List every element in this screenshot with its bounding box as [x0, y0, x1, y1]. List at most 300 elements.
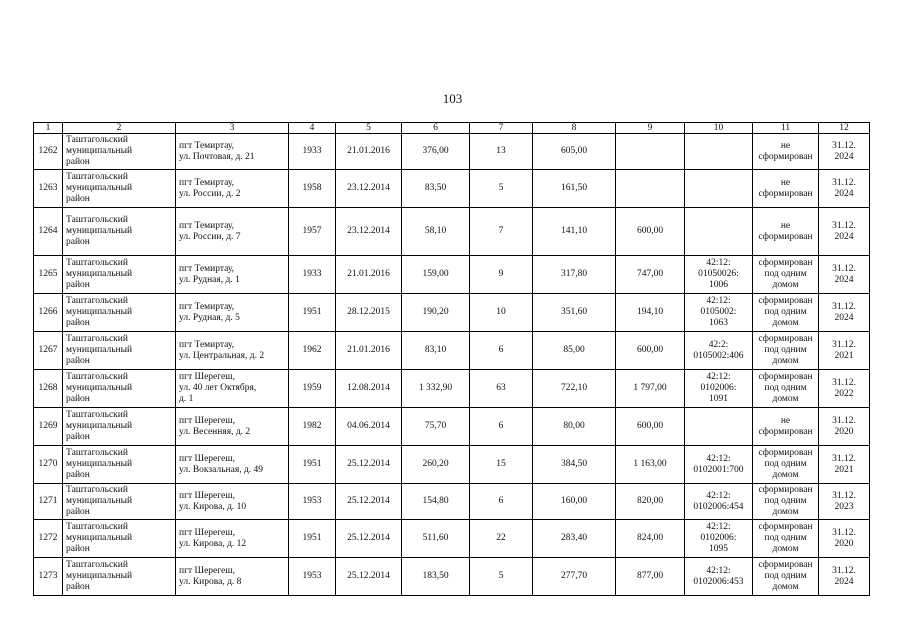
- cell-line: район: [66, 237, 90, 247]
- residents-cell: 6: [470, 332, 533, 370]
- cell-line: пгт Шерегеш,: [179, 565, 235, 576]
- status-cell: [753, 170, 819, 208]
- year-cell: 1953: [289, 484, 336, 520]
- date-cell: 28.12.2015: [336, 294, 402, 332]
- table-row: [34, 294, 870, 332]
- cell-line: домом: [772, 507, 799, 517]
- deadline-cell: [819, 332, 870, 370]
- column-number-2: 2: [63, 123, 176, 134]
- year-cell: 1933: [289, 134, 336, 170]
- cell-line: муниципальный: [66, 146, 133, 156]
- table-row: [34, 134, 870, 170]
- cell-line: не: [780, 220, 791, 231]
- land-area-cell: [616, 170, 685, 208]
- cell-line: муниципальный: [66, 459, 133, 469]
- housing-registry-table: [33, 122, 870, 596]
- address-cell: [176, 446, 289, 484]
- municipality-cell: [63, 332, 176, 370]
- table-row: [34, 170, 870, 208]
- cell-line: 1063: [709, 318, 728, 328]
- cell-line: пгт Темиртау,: [179, 177, 235, 188]
- deadline-cell: [819, 134, 870, 170]
- cell-line: муниципальный: [66, 533, 133, 543]
- cell-line: не: [780, 415, 791, 426]
- status-cell: [753, 294, 819, 332]
- cell-line: ул. Кирова, д. 12: [179, 538, 247, 549]
- land-area-cell: 1 797,00: [616, 370, 685, 408]
- table-row: [34, 446, 870, 484]
- cadastral-number-cell: [685, 520, 753, 558]
- year-cell: 1953: [289, 558, 336, 596]
- address-cell: [176, 134, 289, 170]
- row-number-cell: 1269: [34, 408, 63, 446]
- table-row: [34, 208, 870, 256]
- cell-line: муниципальный: [66, 383, 133, 393]
- year-cell: 1951: [289, 520, 336, 558]
- cell-line: сформирован: [758, 231, 813, 242]
- cell-line: Таштагольский: [66, 485, 128, 495]
- cell-line: 42:12:: [706, 565, 731, 576]
- cadastral-number-cell: [685, 408, 753, 446]
- cell-line: пгт Шерегеш,: [179, 527, 235, 538]
- cell-line: пгт Темиртау,: [179, 301, 235, 312]
- residents-cell: 63: [470, 370, 533, 408]
- cell-line: 31.12.: [832, 339, 856, 350]
- column-number-3: 3: [176, 123, 289, 134]
- cell-line: 2024: [834, 576, 854, 587]
- land-area-cell: 194,10: [616, 294, 685, 332]
- cell-line: Таштагольский: [66, 448, 128, 458]
- status-cell: [753, 370, 819, 408]
- cell-line: д. 1: [179, 394, 194, 404]
- row-number-cell: 1266: [34, 294, 63, 332]
- table-row: [34, 370, 870, 408]
- cell-line: Таштагольский: [66, 334, 128, 344]
- cell-line: под одним: [764, 345, 807, 355]
- cadastral-number-cell: [685, 170, 753, 208]
- column-number-4: 4: [289, 123, 336, 134]
- year-cell: 1957: [289, 208, 336, 256]
- column-number-8: 8: [533, 123, 616, 134]
- cell-line: 0102006:453: [693, 576, 744, 587]
- year-cell: 1958: [289, 170, 336, 208]
- year-cell: 1951: [289, 294, 336, 332]
- cell-line: сформирован: [758, 258, 813, 268]
- cell-line: пгт Темиртау,: [179, 220, 235, 231]
- cadastral-number-cell: [685, 446, 753, 484]
- cell-line: район: [66, 157, 90, 167]
- cell-line: пгт Темиртау,: [179, 339, 235, 350]
- status-cell: [753, 520, 819, 558]
- cell-line: ул. Центральная, д. 2: [179, 350, 265, 361]
- area-cell: 75,70: [402, 408, 470, 446]
- cell-line: 42:12:: [706, 296, 731, 306]
- land-area-cell: 824,00: [616, 520, 685, 558]
- address-cell: [176, 484, 289, 520]
- page-number: 103: [442, 91, 463, 106]
- land-area-cell: 600,00: [616, 408, 685, 446]
- cell-line: 2021: [834, 350, 854, 361]
- cell-line: пгт Темиртау,: [179, 140, 235, 151]
- cadastral-number-cell: [685, 332, 753, 370]
- cell-line: 2024: [834, 151, 854, 162]
- cell-line: Таштагольский: [66, 410, 128, 420]
- cell-line: муниципальный: [66, 307, 133, 317]
- cell-line: ул. 40 лет Октября,: [179, 383, 257, 393]
- date-cell: 25.12.2014: [336, 558, 402, 596]
- value-cell: 141,10: [533, 208, 616, 256]
- cell-line: сформирован: [758, 448, 813, 458]
- cell-line: район: [66, 280, 90, 290]
- year-cell: 1933: [289, 256, 336, 294]
- address-cell: [176, 294, 289, 332]
- residents-cell: 9: [470, 256, 533, 294]
- row-number-cell: 1262: [34, 134, 63, 170]
- deadline-cell: [819, 370, 870, 408]
- cell-line: 2021: [834, 464, 854, 475]
- cell-line: не: [780, 177, 791, 188]
- municipality-cell: [63, 484, 176, 520]
- cell-line: район: [66, 318, 90, 328]
- row-number-cell: 1272: [34, 520, 63, 558]
- cell-line: район: [66, 470, 90, 480]
- table-row: [34, 332, 870, 370]
- cell-line: 31.12.: [832, 301, 856, 312]
- municipality-cell: [63, 558, 176, 596]
- year-cell: 1959: [289, 370, 336, 408]
- land-area-cell: 600,00: [616, 332, 685, 370]
- cell-line: 0102006:: [700, 383, 737, 393]
- municipality-cell: [63, 520, 176, 558]
- cell-line: 31.12.: [832, 177, 856, 188]
- cell-line: муниципальный: [66, 226, 133, 236]
- residents-cell: 6: [470, 408, 533, 446]
- residents-cell: 10: [470, 294, 533, 332]
- cell-line: сформирован: [758, 151, 813, 162]
- land-area-cell: 877,00: [616, 558, 685, 596]
- column-number-9: 9: [616, 123, 685, 134]
- date-cell: 21.01.2016: [336, 134, 402, 170]
- municipality-cell: [63, 294, 176, 332]
- residents-cell: 22: [470, 520, 533, 558]
- municipality-cell: [63, 208, 176, 256]
- table-row: [34, 558, 870, 596]
- deadline-cell: [819, 294, 870, 332]
- table-row: [34, 484, 870, 520]
- table-row: [34, 520, 870, 558]
- cell-line: Таштагольский: [66, 172, 128, 182]
- area-cell: 83,10: [402, 332, 470, 370]
- cadastral-number-cell: [685, 558, 753, 596]
- cell-line: под одним: [764, 496, 807, 506]
- land-area-cell: 600,00: [616, 208, 685, 256]
- cell-line: муниципальный: [66, 345, 133, 355]
- cell-line: 42:12:: [706, 490, 731, 501]
- address-cell: [176, 332, 289, 370]
- row-number-cell: 1263: [34, 170, 63, 208]
- status-cell: [753, 408, 819, 446]
- cell-line: под одним: [764, 533, 807, 543]
- cell-line: 42:12:: [706, 258, 731, 268]
- row-number-cell: 1268: [34, 370, 63, 408]
- cell-line: домом: [772, 280, 799, 290]
- cell-line: муниципальный: [66, 183, 133, 193]
- column-number-header-row: [34, 123, 870, 134]
- cell-line: Таштагольский: [66, 258, 128, 268]
- address-cell: [176, 520, 289, 558]
- cell-line: ул. России, д. 2: [179, 188, 241, 199]
- residents-cell: 15: [470, 446, 533, 484]
- cell-line: не: [780, 140, 791, 151]
- cell-line: домом: [772, 318, 799, 328]
- cell-line: 2020: [834, 538, 854, 549]
- table-body: [34, 134, 870, 596]
- value-cell: 384,50: [533, 446, 616, 484]
- deadline-cell: [819, 520, 870, 558]
- cell-line: 1095: [709, 544, 728, 554]
- cell-line: под одним: [764, 459, 807, 469]
- table-row: [34, 256, 870, 294]
- cell-line: Таштагольский: [66, 135, 128, 145]
- cell-line: муниципальный: [66, 269, 133, 279]
- cell-line: под одним: [764, 269, 807, 279]
- cell-line: 1091: [709, 394, 728, 404]
- year-cell: 1982: [289, 408, 336, 446]
- cell-line: пгт Шерегеш,: [179, 415, 235, 426]
- residents-cell: 6: [470, 484, 533, 520]
- residents-cell: 7: [470, 208, 533, 256]
- date-cell: 23.12.2014: [336, 170, 402, 208]
- value-cell: 85,00: [533, 332, 616, 370]
- cell-line: район: [66, 356, 90, 366]
- cell-line: ул. Рудная, д. 1: [179, 274, 240, 285]
- date-cell: 21.01.2016: [336, 332, 402, 370]
- cell-line: сформирован: [758, 560, 813, 570]
- date-cell: 23.12.2014: [336, 208, 402, 256]
- cell-line: под одним: [764, 383, 807, 393]
- row-number-cell: 1273: [34, 558, 63, 596]
- cell-line: 2020: [834, 426, 854, 437]
- cell-line: район: [66, 507, 90, 517]
- address-cell: [176, 170, 289, 208]
- cadastral-number-cell: [685, 256, 753, 294]
- cell-line: 31.12.: [832, 377, 856, 388]
- cadastral-number-cell: [685, 208, 753, 256]
- cell-line: 31.12.: [832, 565, 856, 576]
- cell-line: 42:12:: [706, 453, 731, 464]
- municipality-cell: [63, 446, 176, 484]
- cell-line: 2022: [834, 388, 854, 399]
- column-number-10: 10: [685, 123, 753, 134]
- cell-line: 31.12.: [832, 220, 856, 231]
- deadline-cell: [819, 558, 870, 596]
- cell-line: пгт Шерегеш,: [179, 453, 235, 464]
- column-number-12: 12: [819, 123, 870, 134]
- land-area-cell: [616, 134, 685, 170]
- residents-cell: 5: [470, 558, 533, 596]
- municipality-cell: [63, 370, 176, 408]
- cell-line: муниципальный: [66, 421, 133, 431]
- value-cell: 351,60: [533, 294, 616, 332]
- cell-line: сформирован: [758, 426, 813, 437]
- cell-line: ул. Вокзальная, д. 49: [179, 464, 264, 475]
- cell-line: 31.12.: [832, 415, 856, 426]
- row-number-cell: 1264: [34, 208, 63, 256]
- cell-line: 2024: [834, 231, 854, 242]
- cell-line: сформирован: [758, 188, 813, 199]
- cell-line: сформирован: [758, 522, 813, 532]
- cell-line: 31.12.: [832, 263, 856, 274]
- cell-line: район: [66, 394, 90, 404]
- cell-line: 0102001:700: [693, 464, 744, 475]
- area-cell: 159,00: [402, 256, 470, 294]
- cell-line: 0105002:406: [693, 350, 744, 361]
- year-cell: 1962: [289, 332, 336, 370]
- row-number-cell: 1265: [34, 256, 63, 294]
- area-cell: 1 332,90: [402, 370, 470, 408]
- cell-line: муниципальный: [66, 571, 133, 581]
- cell-line: ул. Рудная, д. 5: [179, 312, 240, 323]
- cell-line: сформирован: [758, 296, 813, 306]
- area-cell: 83,50: [402, 170, 470, 208]
- land-area-cell: 747,00: [616, 256, 685, 294]
- cell-line: домом: [772, 356, 799, 366]
- cell-line: 31.12.: [832, 527, 856, 538]
- date-cell: 25.12.2014: [336, 520, 402, 558]
- column-number-1: 1: [34, 123, 63, 134]
- cell-line: под одним: [764, 307, 807, 317]
- value-cell: 161,50: [533, 170, 616, 208]
- column-number-7: 7: [470, 123, 533, 134]
- value-cell: 283,40: [533, 520, 616, 558]
- address-cell: [176, 208, 289, 256]
- cell-line: 2024: [834, 312, 854, 323]
- cell-line: пгт Темиртау,: [179, 263, 235, 274]
- municipality-cell: [63, 256, 176, 294]
- cell-line: 42:12:: [706, 372, 731, 382]
- cell-line: домом: [772, 394, 799, 404]
- cell-line: район: [66, 544, 90, 554]
- cell-line: Таштагольский: [66, 296, 128, 306]
- address-cell: [176, 370, 289, 408]
- cell-line: Таштагольский: [66, 560, 128, 570]
- cadastral-number-cell: [685, 134, 753, 170]
- municipality-cell: [63, 134, 176, 170]
- status-cell: [753, 484, 819, 520]
- year-cell: 1951: [289, 446, 336, 484]
- area-cell: 376,00: [402, 134, 470, 170]
- cell-line: ул. России, д. 7: [179, 231, 241, 242]
- cadastral-number-cell: [685, 484, 753, 520]
- table-row: [34, 408, 870, 446]
- address-cell: [176, 256, 289, 294]
- area-cell: 183,50: [402, 558, 470, 596]
- status-cell: [753, 208, 819, 256]
- cell-line: ул. Почтовая, д. 21: [179, 151, 255, 162]
- column-number-5: 5: [336, 123, 402, 134]
- cell-line: 31.12.: [832, 453, 856, 464]
- status-cell: [753, 446, 819, 484]
- status-cell: [753, 256, 819, 294]
- cell-line: 2023: [834, 501, 854, 512]
- date-cell: 12.08.2014: [336, 370, 402, 408]
- address-cell: [176, 558, 289, 596]
- deadline-cell: [819, 446, 870, 484]
- cell-line: район: [66, 194, 90, 204]
- value-cell: 317,80: [533, 256, 616, 294]
- area-cell: 58,10: [402, 208, 470, 256]
- cell-line: ул. Кирова, д. 8: [179, 576, 242, 587]
- status-cell: [753, 332, 819, 370]
- cell-line: 42:2:: [708, 339, 729, 350]
- cadastral-number-cell: [685, 370, 753, 408]
- cell-line: 31.12.: [832, 490, 856, 501]
- cell-line: 01050026:: [698, 269, 739, 279]
- value-cell: 160,00: [533, 484, 616, 520]
- deadline-cell: [819, 208, 870, 256]
- column-number-6: 6: [402, 123, 470, 134]
- cell-line: сформирован: [758, 334, 813, 344]
- date-cell: 25.12.2014: [336, 446, 402, 484]
- cell-line: 31.12.: [832, 140, 856, 151]
- cell-line: сформирован: [758, 372, 813, 382]
- deadline-cell: [819, 484, 870, 520]
- column-number-11: 11: [753, 123, 819, 134]
- value-cell: 605,00: [533, 134, 616, 170]
- cell-line: 2024: [834, 188, 854, 199]
- area-cell: 511,60: [402, 520, 470, 558]
- date-cell: 21.01.2016: [336, 256, 402, 294]
- address-cell: [176, 408, 289, 446]
- row-number-cell: 1271: [34, 484, 63, 520]
- deadline-cell: [819, 408, 870, 446]
- status-cell: [753, 134, 819, 170]
- municipality-cell: [63, 170, 176, 208]
- cell-line: ул. Кирова, д. 10: [179, 501, 247, 512]
- cell-line: 0105002:: [700, 307, 737, 317]
- cell-line: район: [66, 582, 90, 592]
- deadline-cell: [819, 256, 870, 294]
- date-cell: 04.06.2014: [336, 408, 402, 446]
- cell-line: сформирован: [758, 485, 813, 495]
- cell-line: Таштагольский: [66, 522, 128, 532]
- cell-line: домом: [772, 582, 799, 592]
- cell-line: под одним: [764, 571, 807, 581]
- cell-line: 1006: [709, 280, 728, 290]
- cell-line: 42:12:: [706, 522, 731, 532]
- area-cell: 190,20: [402, 294, 470, 332]
- land-area-cell: 820,00: [616, 484, 685, 520]
- row-number-cell: 1267: [34, 332, 63, 370]
- cell-line: 2024: [834, 274, 854, 285]
- cell-line: Таштагольский: [66, 215, 128, 225]
- cell-line: домом: [772, 544, 799, 554]
- value-cell: 277,70: [533, 558, 616, 596]
- date-cell: 25.12.2014: [336, 484, 402, 520]
- residents-cell: 5: [470, 170, 533, 208]
- cell-line: 0102006:454: [693, 501, 744, 512]
- municipality-cell: [63, 408, 176, 446]
- cell-line: 0102006:: [700, 533, 737, 543]
- status-cell: [753, 558, 819, 596]
- area-cell: 154,80: [402, 484, 470, 520]
- cell-line: район: [66, 432, 90, 442]
- cell-line: ул. Весенняя, д. 2: [179, 426, 251, 437]
- cell-line: пгт Шерегеш,: [179, 372, 235, 382]
- cell-line: Таштагольский: [66, 372, 128, 382]
- row-number-cell: 1270: [34, 446, 63, 484]
- deadline-cell: [819, 170, 870, 208]
